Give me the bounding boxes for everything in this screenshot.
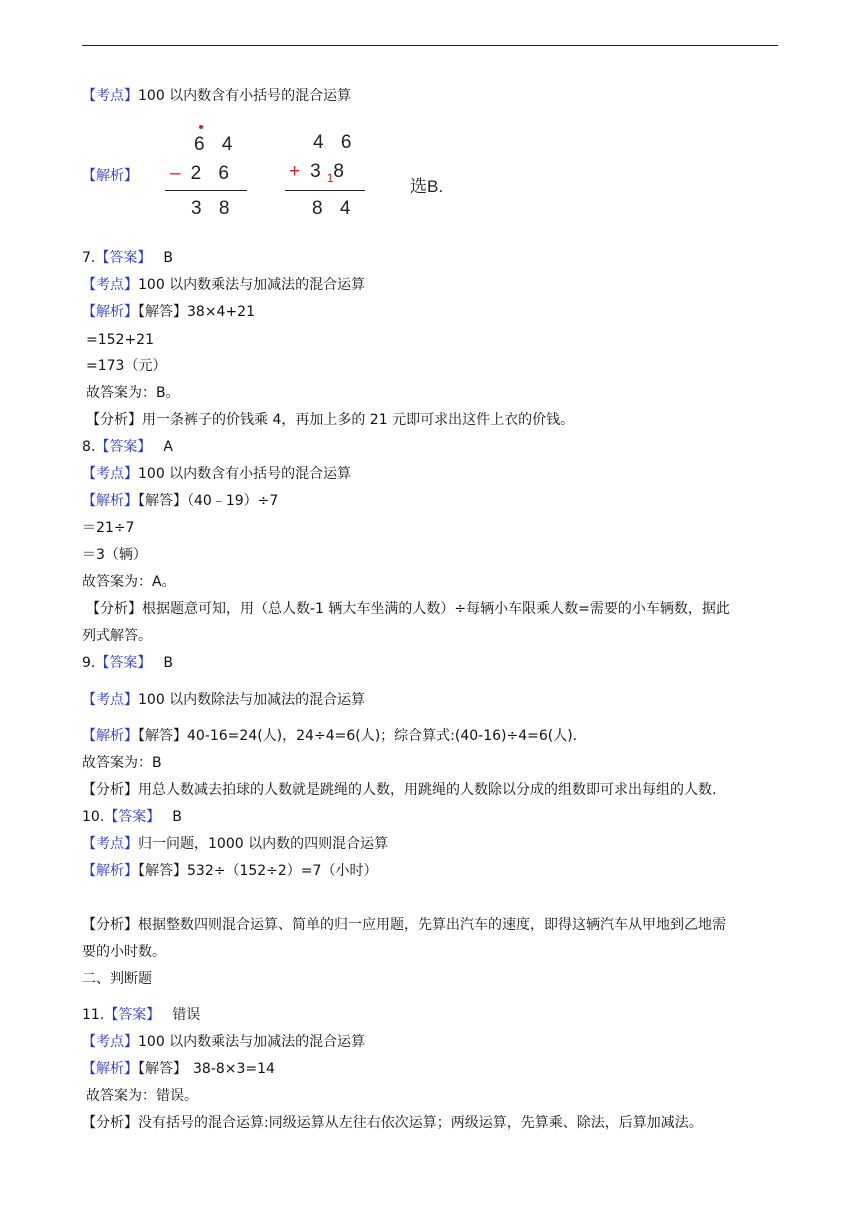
fenxi-tag: 【分析】 (82, 1115, 138, 1131)
q8-jiexi-line (82, 491, 278, 511)
fenxi-tag: 【分析】 (82, 782, 138, 798)
fenxi-tag: 【分析】 (86, 601, 142, 617)
kaodian-tag: 【考点】 (82, 277, 138, 293)
minus-sign: – (170, 163, 187, 184)
q10-number: 10. (82, 809, 105, 825)
q11-conclusion: 故答案为：错误。 (86, 1088, 198, 1104)
q11-jiexi-line (82, 1059, 275, 1079)
q9-number: 9. (82, 655, 96, 671)
q8-fenxi-1: 根据题意可知，用（总人数-1 辆大车坐满的人数）÷每辆小车限乘人数=需要的小车辆数，据此 (142, 601, 730, 617)
q10-fenxi-2: 要的小时数。 (82, 944, 166, 960)
q7-jiexi-line (82, 302, 255, 322)
q9-kaodian: 100 以内数除法与加减法的混合运算 (138, 692, 366, 708)
q6-jiexi-label (82, 166, 138, 186)
q9-kaodian-line (82, 690, 365, 710)
q7-answer-line (82, 248, 173, 268)
q8-fenxi-line (86, 599, 730, 619)
q10-answer-line (82, 807, 182, 827)
q9-answer-line (82, 653, 173, 673)
calc1-bottom: 2 6 (190, 163, 235, 184)
jieda-tag: 【解答】 (138, 1061, 187, 1077)
q7-step-2: =173（元） (86, 358, 167, 374)
q7-kaodian: 100 以内数乘法与加减法的混合运算 (138, 277, 366, 293)
jieda-tag: 【解答】 (138, 728, 187, 744)
calc1-rule (165, 190, 247, 191)
q10-jieda: 532÷（152÷2）=7（小时） (187, 863, 378, 879)
q6-choice: 选B. (410, 177, 444, 196)
q6-kaodian: 100 以内数含有小括号的混合运算 (138, 88, 352, 104)
q7-step-1: =152+21 (86, 332, 154, 348)
q9-jiexi-line (82, 726, 577, 746)
jiexi-tag: 【解析】 (82, 728, 138, 744)
calc2-result: 8 4 (312, 198, 357, 219)
kaodian-tag: 【考点】 (82, 836, 138, 852)
jiexi-tag: 【解析】 (82, 493, 138, 509)
q10-answer: B (172, 809, 182, 825)
q11-fenxi-line (82, 1113, 703, 1133)
daan-tag: 【答案】 (95, 655, 152, 671)
calc2-top: 4 6 (313, 132, 358, 153)
calc1-bottom-row (170, 163, 235, 185)
q8-kaodian: 100 以内数含有小括号的混合运算 (138, 466, 352, 482)
q9-conclusion: 故答案为：B (82, 755, 162, 771)
q8-jieda: （40﹣19）÷7 (187, 493, 279, 509)
calc2-bottom-tens: 3 (310, 161, 327, 182)
q9-answer: B (163, 655, 173, 671)
daan-tag: 【答案】 (104, 809, 161, 825)
kaodian-tag: 【考点】 (82, 692, 138, 708)
daan-tag: 【答案】 (104, 1007, 161, 1023)
q10-jiexi-line (82, 861, 377, 881)
q10-kaodian-line (82, 834, 388, 854)
q8-step-1: ＝21÷7 (82, 520, 135, 536)
q6-kaodian-line (82, 86, 351, 106)
calc2-bottom-ones: 8 (333, 161, 350, 182)
q9-fenxi-line (82, 780, 716, 800)
q9-fenxi: 用总人数减去拍球的人数就是跳绳的人数，用跳绳的人数除以分成的组数即可求出每组的人数. (138, 782, 717, 798)
q11-kaodian: 100 以内数乘法与加减法的混合运算 (138, 1034, 366, 1050)
q7-jieda: 38×4+21 (187, 304, 255, 320)
daan-tag: 【答案】 (95, 250, 152, 266)
q7-answer: B (163, 250, 173, 266)
q11-jieda: 38-8×3=14 (193, 1061, 275, 1077)
jieda-tag: 【解答】 (138, 304, 187, 320)
kaodian-tag: 【考点】 (82, 88, 138, 104)
jiexi-tag: 【解析】 (82, 863, 138, 879)
q10-fenxi-1: 根据整数四则混合运算、简单的归一应用题，先算出汽车的速度，即得这辆汽车从甲地到乙地需 (138, 917, 726, 933)
calc2-bottom-row (289, 161, 350, 183)
borrow-dot (199, 125, 203, 129)
q8-kaodian-line (82, 464, 351, 484)
q7-fenxi-line (86, 410, 574, 430)
jieda-tag: 【解答】 (138, 863, 187, 879)
q10-kaodian: 归一问题，1000 以内数的四则混合运算 (138, 836, 389, 852)
q7-kaodian-line (82, 275, 365, 295)
q11-answer: 错误 (172, 1007, 201, 1023)
carry-digit: 1 (326, 171, 334, 185)
q11-answer-line (82, 1005, 200, 1025)
q8-answer: A (163, 439, 173, 455)
q8-number: 8. (82, 439, 96, 455)
section-2-heading: 二、判断题 (82, 971, 152, 987)
fenxi-tag: 【分析】 (82, 917, 138, 933)
calc1-result: 3 8 (191, 198, 236, 219)
q7-fenxi: 用一条裤子的价钱乘 4，再加上多的 21 元即可求出这件上衣的价钱。 (142, 412, 575, 428)
q8-answer-line (82, 437, 173, 457)
calc2-rule (285, 190, 365, 191)
fenxi-tag: 【分析】 (86, 412, 142, 428)
jiexi-tag: 【解析】 (82, 168, 138, 184)
calc1-top: 6 4 (194, 134, 239, 155)
daan-tag: 【答案】 (95, 439, 152, 455)
q9-jieda: 40-16=24(人)，24÷4=6(人)；综合算式:(40-16)÷4=6(人). (187, 728, 578, 744)
q11-kaodian-line (82, 1032, 365, 1052)
jieda-tag: 【解答】 (138, 493, 187, 509)
header-rule (82, 45, 778, 46)
q10-fenxi-line (82, 915, 726, 935)
q8-step-2: ＝3（辆） (82, 547, 147, 563)
q7-number: 7. (82, 250, 96, 266)
jiexi-tag: 【解析】 (82, 304, 138, 320)
kaodian-tag: 【考点】 (82, 466, 138, 482)
kaodian-tag: 【考点】 (82, 1034, 138, 1050)
q8-fenxi-2: 列式解答。 (82, 628, 152, 644)
q11-number: 11. (82, 1007, 105, 1023)
q8-conclusion: 故答案为：A。 (82, 574, 176, 590)
jiexi-tag: 【解析】 (82, 1061, 138, 1077)
q11-fenxi: 没有括号的混合运算:同级运算从左往右依次运算；两级运算，先算乘、除法，后算加减法。 (138, 1115, 703, 1131)
q7-conclusion: 故答案为：B。 (86, 385, 180, 401)
plus-sign: + (289, 161, 307, 182)
